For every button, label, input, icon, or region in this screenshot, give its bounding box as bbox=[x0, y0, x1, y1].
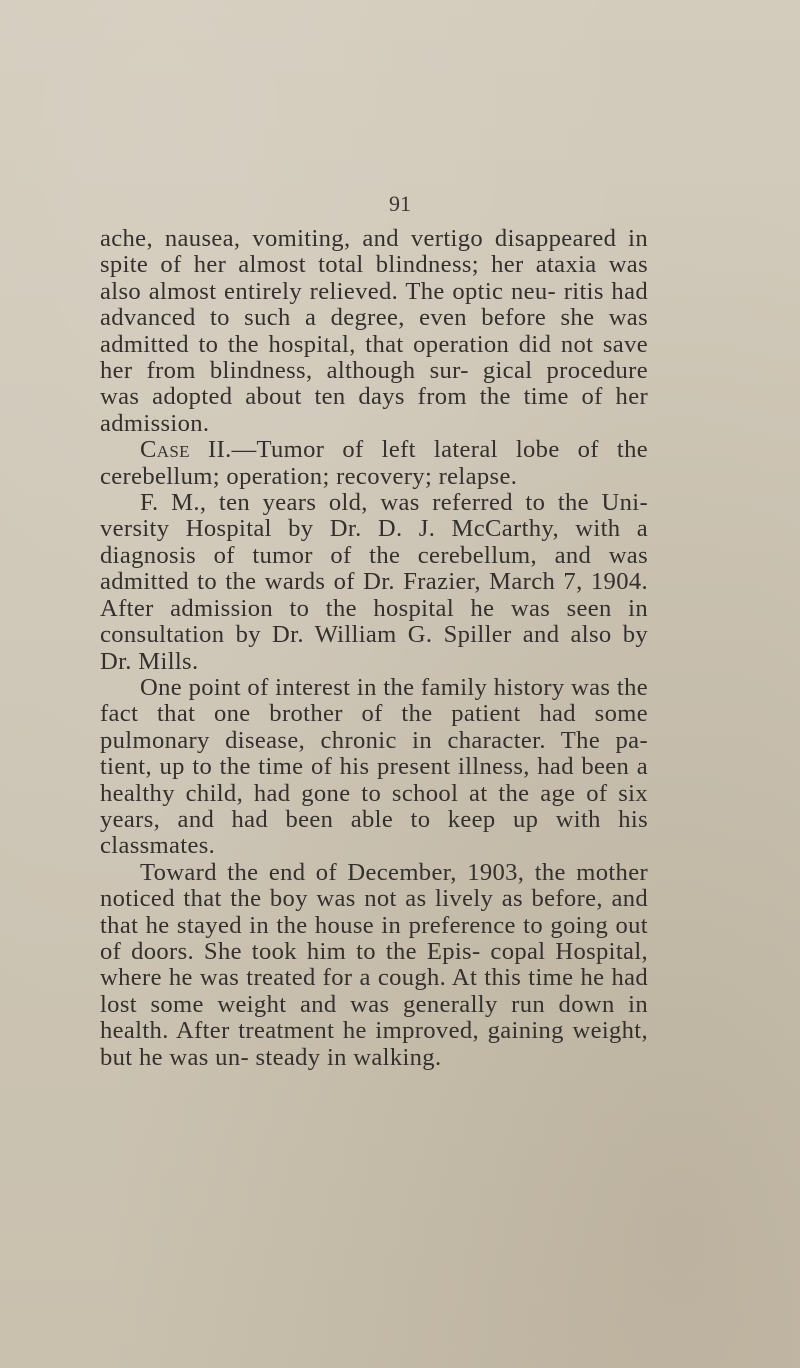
paragraph-continuation: ache, nausea, vomiting, and vertigo disappeared in spite of her almost total blindness; her ataxia was also almost entirely relieved. The optic neu- ritis had advanced to such a degree, even before she was admitted to the hospital, that operation did not save her from blindness, although sur- gical procedure was adopted about ten days from the time of her admission. bbox=[100, 225, 648, 437]
case-title: II.—Tumor of left lateral lobe of the cerebellum; operation; recovery; relapse. bbox=[100, 436, 648, 490]
paragraph-family-history: One point of interest in the family history was the fact that one brother of the patient had some pulmonary disease, chronic in character. The pa- tient, up to the time of his present illness, had been a healthy child, had gone to school at the age of six years, and had been able to keep up with his classmates. bbox=[100, 673, 648, 860]
case-label: Case bbox=[140, 436, 190, 464]
page-number: 91 bbox=[389, 191, 411, 216]
paragraph-referral: F. M., ten years old, was referred to the Uni- versity Hospital by Dr. D. J. McCarthy, with a diagnosis of tumor of the cerebellum, and was admitted to the wards of Dr. Frazier, March 7, 1904. After admission to the hospital he was seen in consultation by Dr. William G. Spiller and also by Dr. Mills. bbox=[100, 489, 648, 675]
paragraph-onset: Toward the end of December, 1903, the mother noticed that the boy was not as lively as before, and that he stayed in the house in preference to going out of doors. She took him to the Epis- copal Hospital, where he was treated for a cough. At this time he had lost some weight and was generally run down in health. After treatment he improved, gaining weight, but he was un- steady in walking. bbox=[100, 858, 648, 1071]
case-heading bbox=[100, 437, 648, 490]
body-text bbox=[100, 226, 648, 1071]
